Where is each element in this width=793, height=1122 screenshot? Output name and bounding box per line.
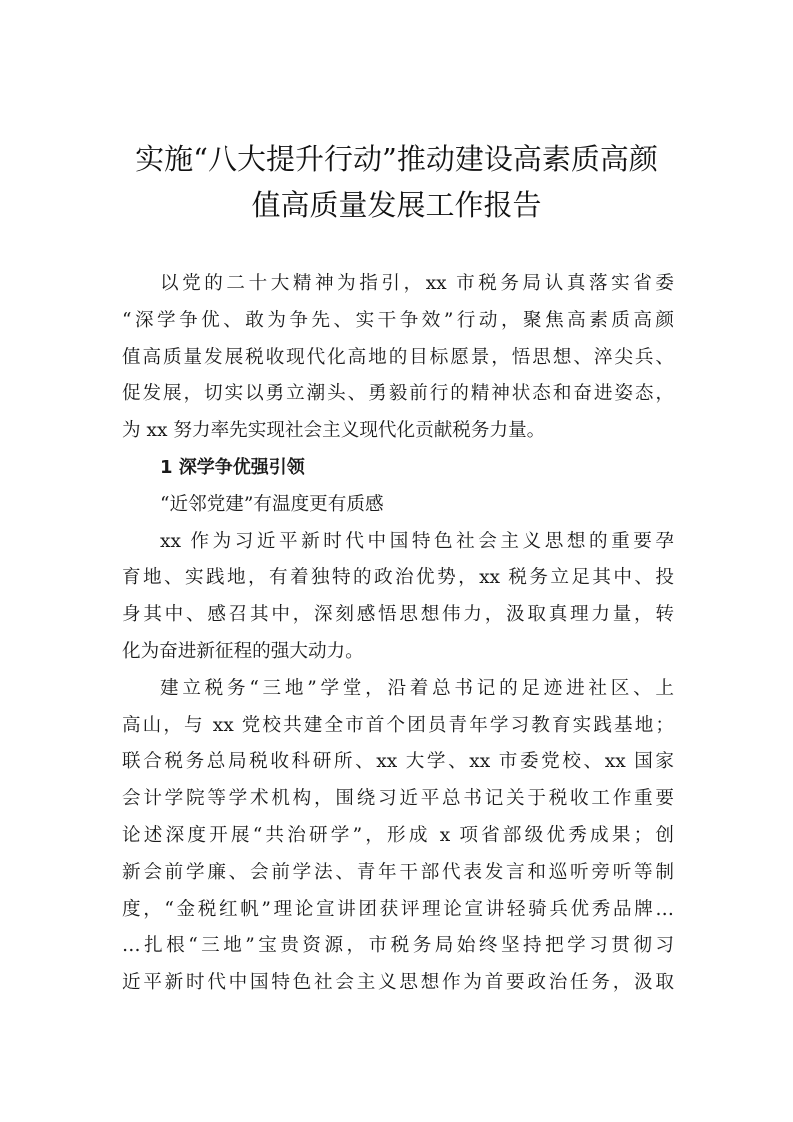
paragraph-1 <box>122 524 674 671</box>
text-line: 联合税务总局税收科研所、xx 大学、xx 市委党校、xx 国家 <box>122 751 674 773</box>
section-heading: 1 深学争优强引领 <box>160 456 305 478</box>
text-line: 建立税务“三地”学堂，沿着总书记的足迹进社区、上 <box>160 677 674 699</box>
text-line: …扎根“三地”宝贵资源，市税务局始终坚持把学习贯彻习 <box>122 935 674 957</box>
text-line: 新会前学廉、会前学法、青年干部代表发言和巡听旁听等制 <box>122 861 674 883</box>
text-line: 促发展，切实以勇立潮头、勇毅前行的精神状态和奋进姿态， <box>122 383 674 405</box>
text-line: “深学争优、敢为争先、实干争效”行动，聚焦高素质高颜 <box>122 309 674 331</box>
title-line-2: 值高质量发展工作报告 <box>251 188 542 222</box>
text-line: 近平新时代中国特色社会主义思想作为首要政治任务，汲取 <box>122 972 674 994</box>
text-line: 身其中、感召其中，深刻感悟思想伟力，汲取真理力量，转 <box>122 604 674 626</box>
text-line: 高山，与 xx 党校共建全市首个团员青年学习教育实践基地； <box>122 714 674 736</box>
text-line: 值高质量发展税收现代化高地的目标愿景，悟思想、淬尖兵、 <box>122 346 674 368</box>
text-line: 以党的二十大精神为指引，xx 市税务局认真落实省委 <box>160 273 674 294</box>
text-line: 为 xx 努力率先实现社会主义现代化贡献税务力量。 <box>122 420 546 442</box>
title-line-1: 实施“八大提升行动”推动建设高素质高颜 <box>135 142 658 176</box>
text-line: 论述深度开展“共治研学”，形成 x 项省部级优秀成果；创 <box>122 824 674 846</box>
text-line: xx 作为习近平新时代中国特色社会主义思想的重要孕 <box>160 530 674 552</box>
paragraph-2 <box>122 671 674 1002</box>
document-body <box>122 266 674 1002</box>
text-line: 育地、实践地，有着独特的政治优势，xx 税务立足其中、投 <box>122 567 674 589</box>
subheading: “近邻党建”有温度更有质感 <box>160 493 384 515</box>
text-line: 度，“金税红帆”理论宣讲团获评理论宣讲轻骑兵优秀品牌… <box>122 898 674 920</box>
text-line: 会计学院等学术机构，围绕习近平总书记关于税收工作重要 <box>122 788 674 810</box>
document-title <box>100 136 693 228</box>
text-line: 化为奋进新征程的强大动力。 <box>122 640 364 662</box>
intro-paragraph <box>122 266 674 450</box>
